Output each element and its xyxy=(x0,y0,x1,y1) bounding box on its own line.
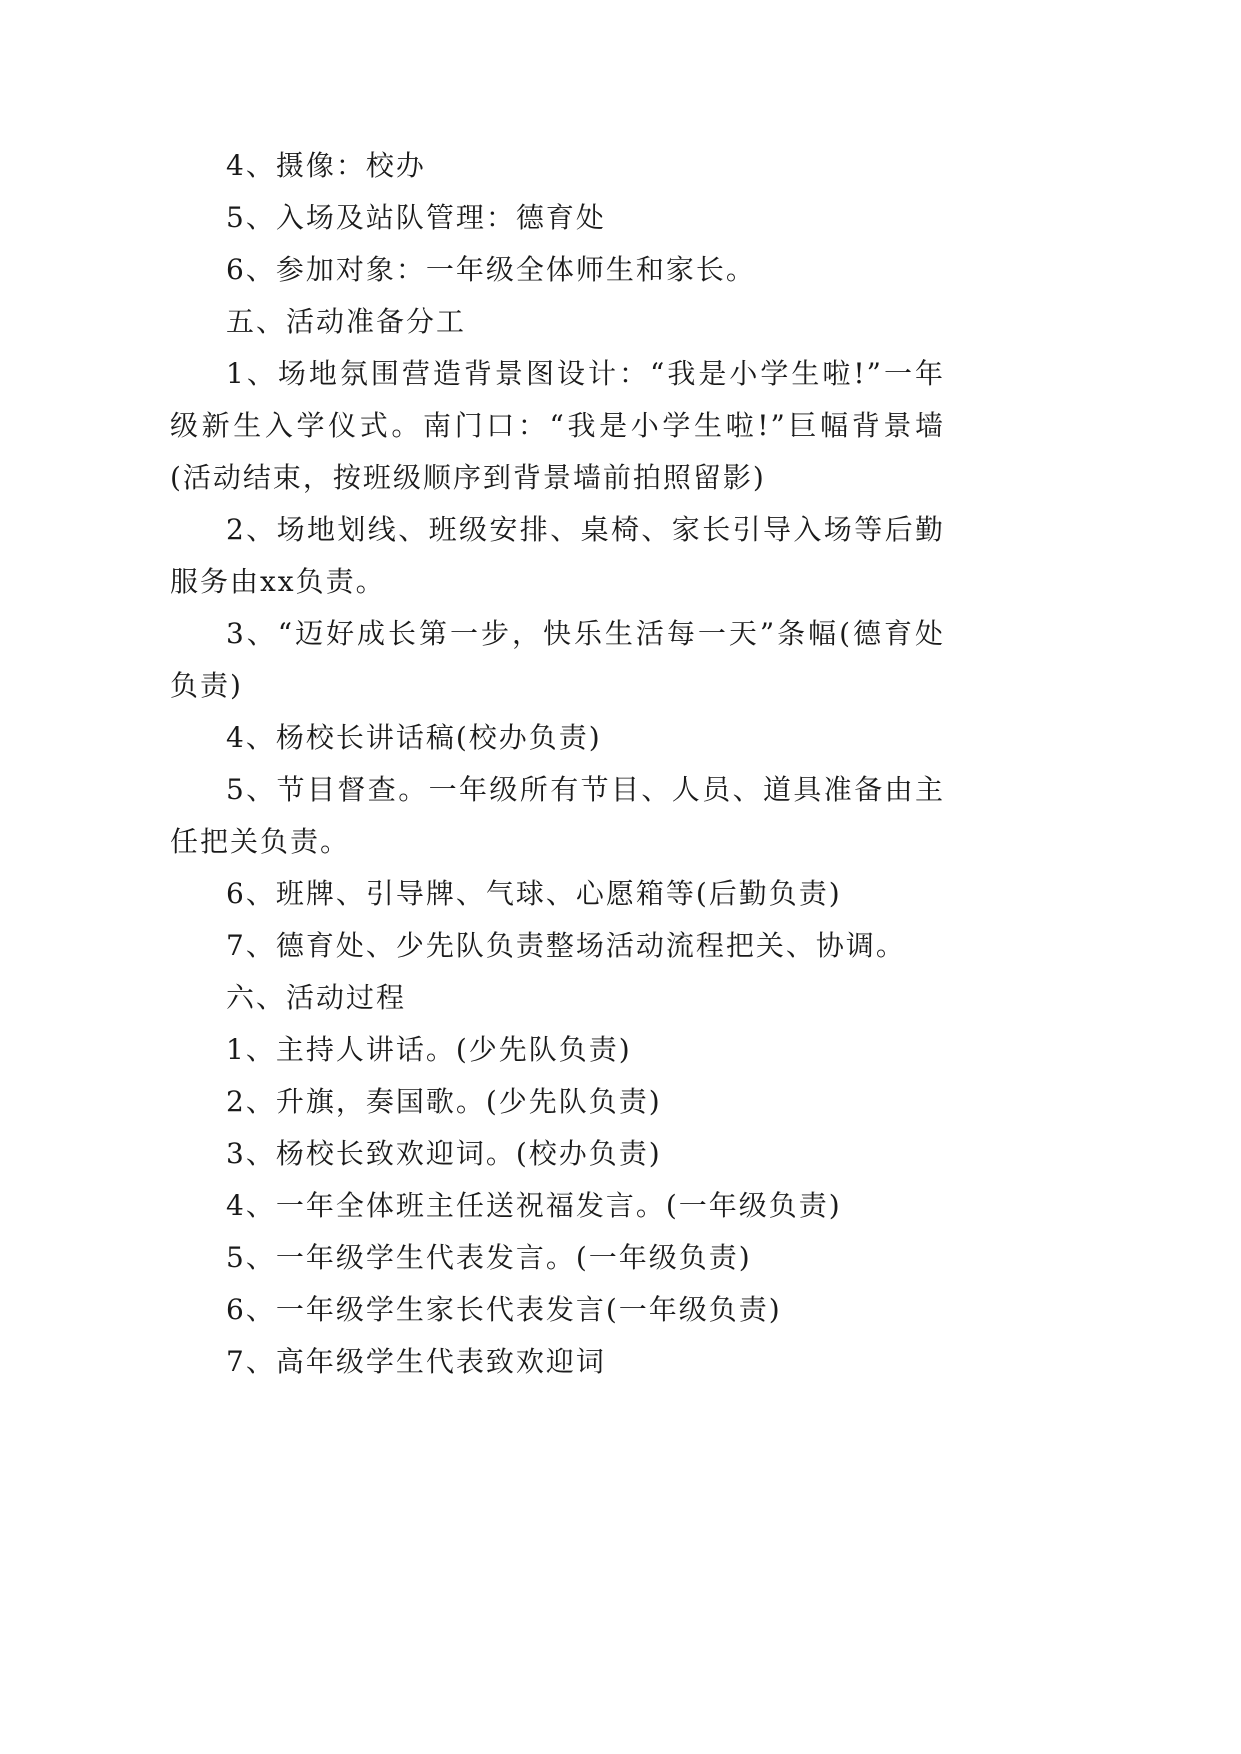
list-item-banner: 3、“迈好成长第一步，快乐生活每一天”条幅(德育处负责) xyxy=(170,617,945,702)
section-heading-process: 六、活动过程 xyxy=(226,981,407,1014)
document-body xyxy=(170,140,945,1388)
list-item-backdrop-design: 1、场地氛围营造背景图设计：“我是小学生啦!”一年级新生入学仪式。南门口：“我是小学生啦!”巨幅背景墙(活动结束，按班级顺序到背景墙前拍照留影) xyxy=(170,357,945,494)
list-item-student-speech: 5、一年级学生代表发言。(一年级负责) xyxy=(226,1241,752,1274)
list-item-flag-raising: 2、升旗，奏国歌。(少先队负责) xyxy=(226,1085,662,1118)
list-item-program-review: 5、节目督查。一年级所有节目、人员、道具准备由主任把关负责。 xyxy=(170,773,945,858)
list-item-participants: 6、参加对象：一年级全体师生和家长。 xyxy=(226,253,756,286)
list-item-senior-welcome: 7、高年级学生代表致欢迎词 xyxy=(226,1345,606,1378)
list-item-signage: 6、班牌、引导牌、气球、心愿箱等(后勤负责) xyxy=(226,877,842,910)
list-item-teacher-blessing: 4、一年全体班主任送祝福发言。(一年级负责) xyxy=(226,1189,842,1222)
list-item-parent-speech: 6、一年级学生家长代表发言(一年级负责) xyxy=(226,1293,782,1326)
list-item-welcome-address: 3、杨校长致欢迎词。(校办负责) xyxy=(226,1137,662,1170)
section-heading-preparation: 五、活动准备分工 xyxy=(226,305,467,338)
list-item-coordination: 7、德育处、少先队负责整场活动流程把关、协调。 xyxy=(226,929,906,962)
list-item-venue-logistics: 2、场地划线、班级安排、桌椅、家长引导入场等后勤服务由xx负责。 xyxy=(170,513,945,598)
list-item-entry-management: 5、入场及站队管理：德育处 xyxy=(226,201,606,234)
list-item-camera: 4、摄像：校办 xyxy=(226,149,426,182)
list-item-host-speech: 1、主持人讲话。(少先队负责) xyxy=(226,1033,632,1066)
list-item-speech-draft: 4、杨校长讲话稿(校办负责) xyxy=(226,721,602,754)
